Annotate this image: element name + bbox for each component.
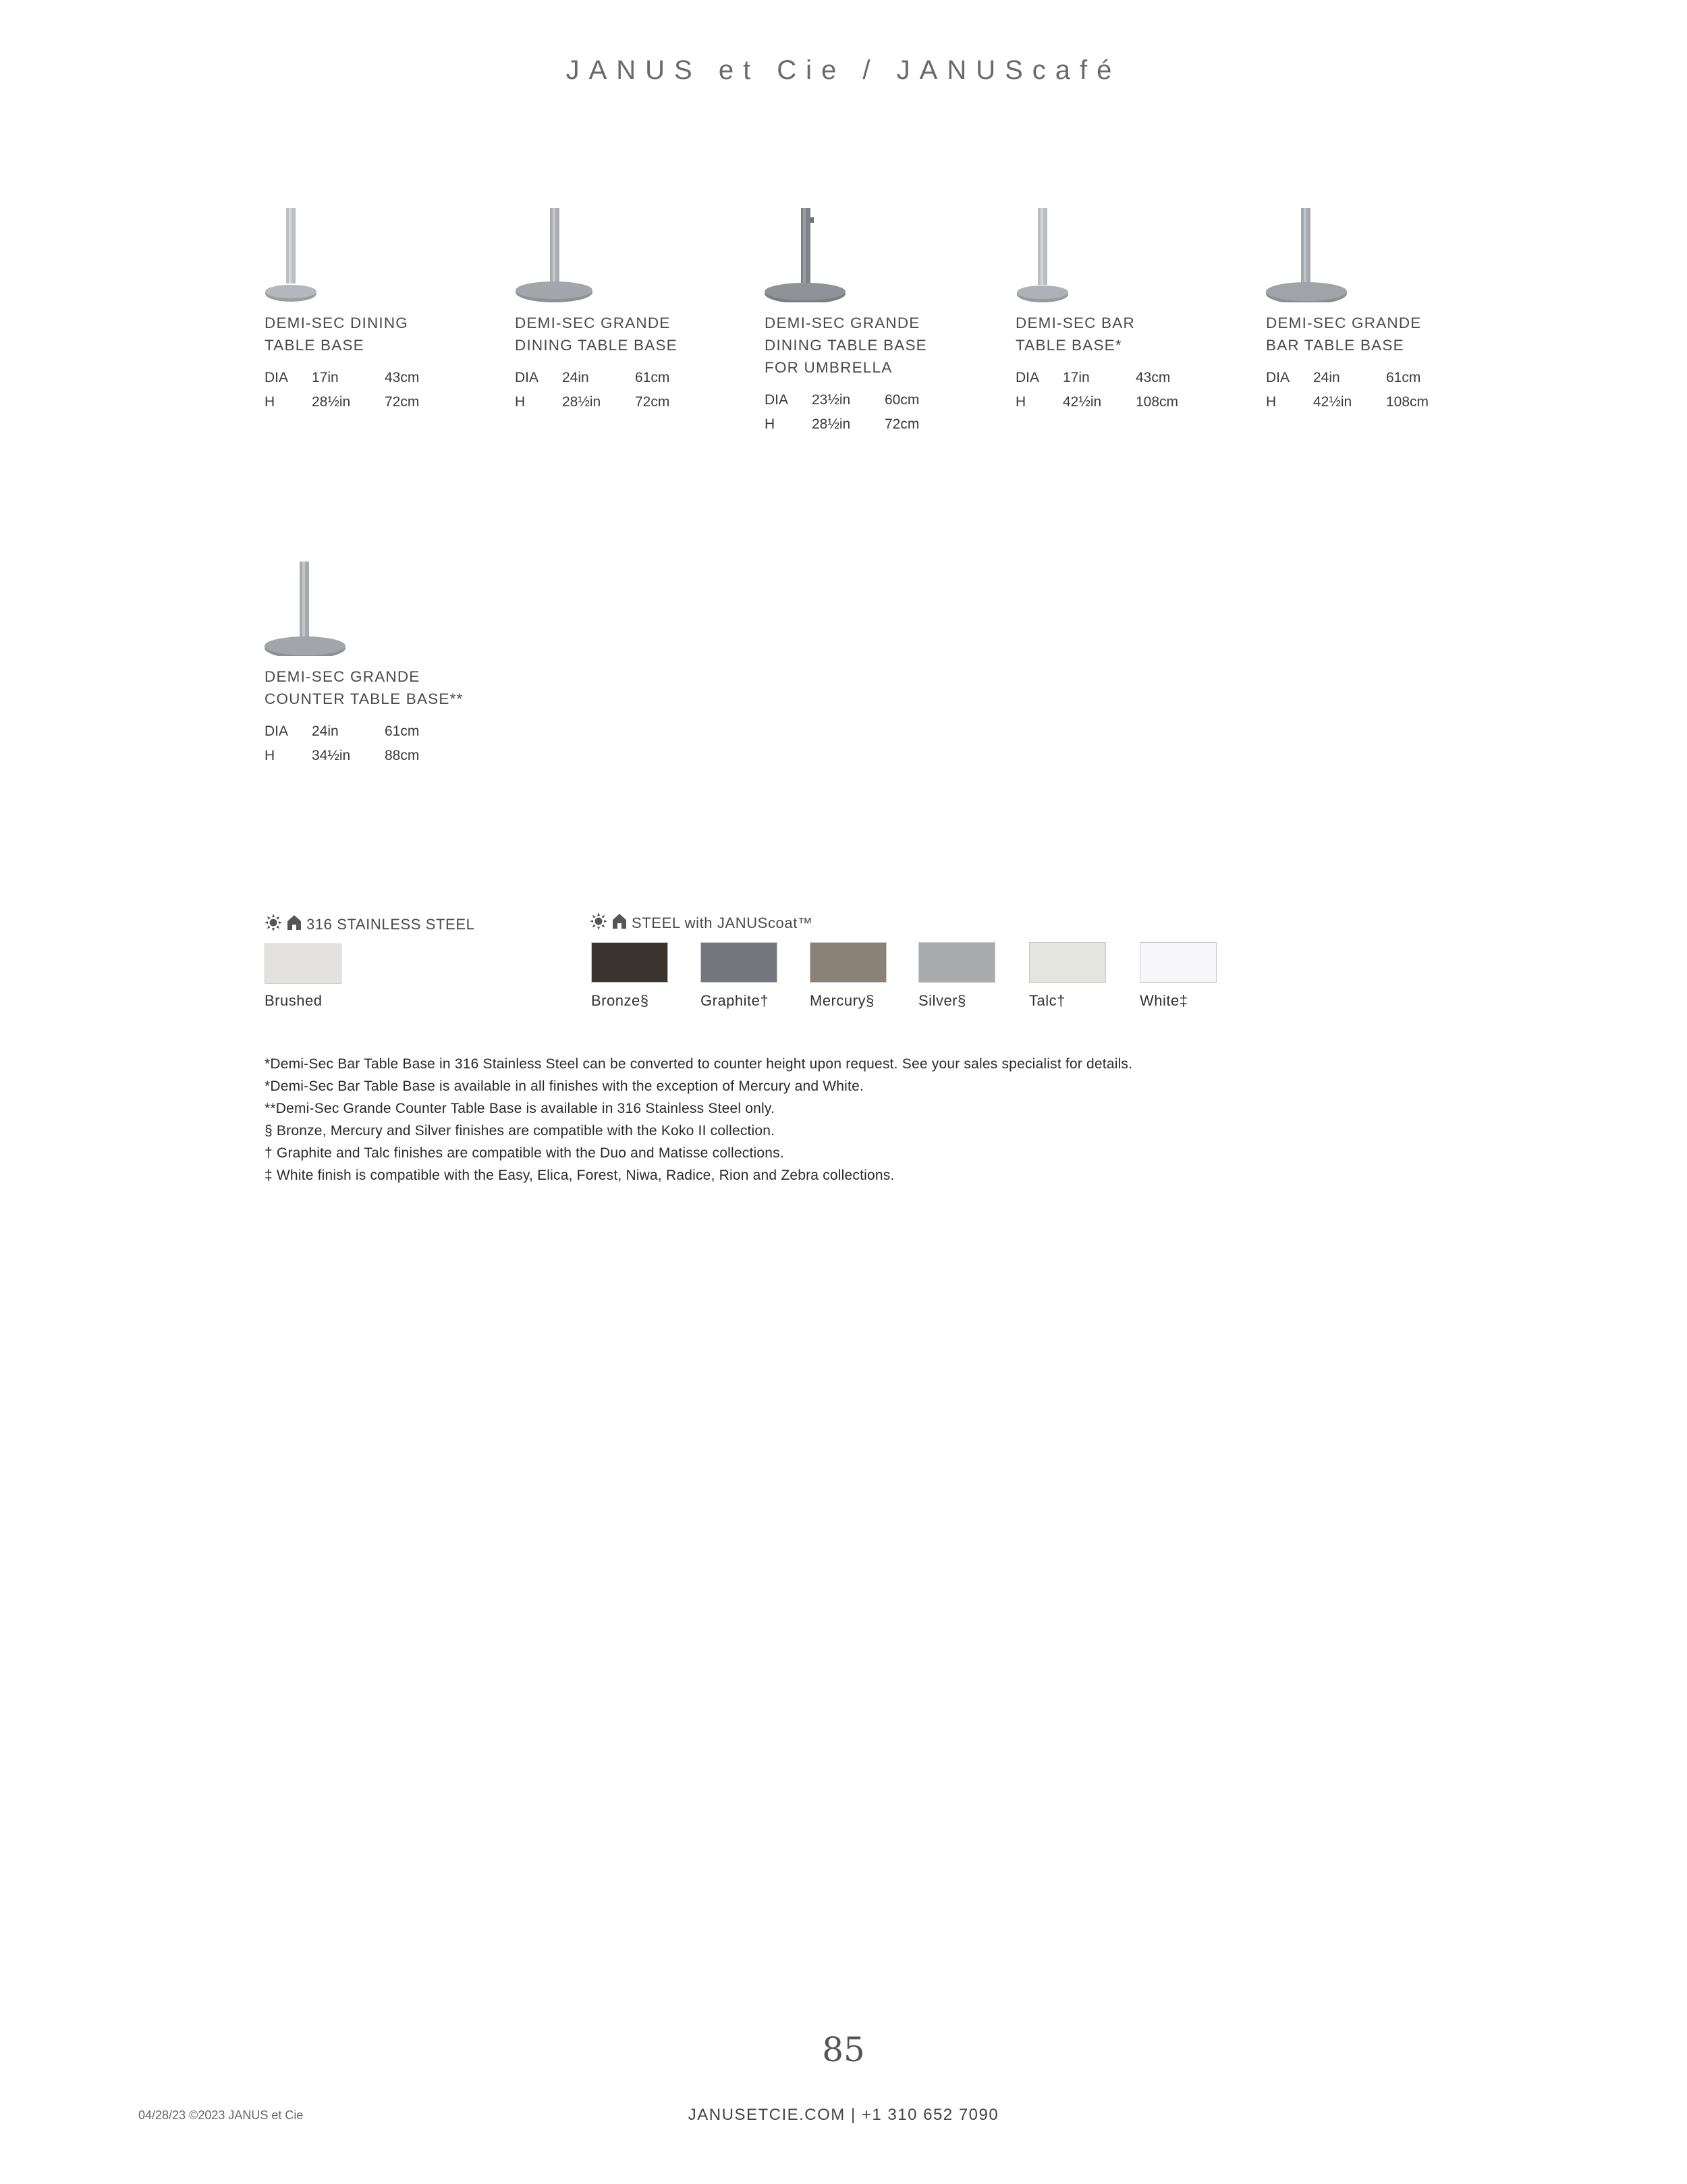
table-base-image <box>265 562 352 656</box>
page-header-title: JANUS et Cie / JANUScafé <box>565 55 1122 85</box>
dim-row-h: H 34½in 88cm <box>265 748 420 763</box>
dim-row-dia: DIA 24in 61cm <box>1266 370 1421 385</box>
footnote: † Graphite and Talc finishes are compatible with the Duo and Matisse collections. <box>265 1145 784 1161</box>
product-name: DEMI-SEC BAR TABLE BASE* <box>1016 315 1135 354</box>
dim-row-h: H 28½in 72cm <box>765 416 920 432</box>
footnote: **Demi-Sec Grande Counter Table Base is available in 316 Stainless Steel only. <box>265 1101 775 1116</box>
swatch-silver <box>918 942 995 983</box>
swatch-bronze <box>591 942 668 983</box>
footer-contact: JANUSETCIE.COM | +1 310 652 7090 <box>688 2106 999 2124</box>
house-icon <box>611 913 628 933</box>
swatch-label-white: White‡ <box>1140 992 1188 1009</box>
product-demi-sec-grande-counter <box>265 562 487 768</box>
product-name: DEMI-SEC DINING TABLE BASE <box>265 315 409 354</box>
footnote: *Demi-Sec Bar Table Base is available in all finishes with the exception of Mercury and White. <box>265 1079 864 1094</box>
footnote: § Bronze, Mercury and Silver finishes are compatible with the Koko II collection. <box>265 1123 775 1139</box>
swatch-label-mercury: Mercury§ <box>810 992 875 1009</box>
dim-row-dia: DIA 24in 61cm <box>515 370 670 385</box>
material-title: 316 STAINLESS STEEL <box>306 916 475 933</box>
swatch-label-brushed: Brushed <box>265 992 323 1009</box>
product-demi-sec-grande-bar <box>1266 208 1489 414</box>
product-dimensions <box>265 719 487 768</box>
table-base-image <box>515 208 603 302</box>
swatch-label-graphite: Graphite† <box>700 992 769 1009</box>
product-name: DEMI-SEC GRANDE DINING TABLE BASE <box>515 315 677 354</box>
product-dimensions <box>515 366 738 414</box>
table-base-image <box>765 208 852 302</box>
footnotes <box>265 1053 1132 1186</box>
table-base-image <box>265 208 325 302</box>
product-demi-sec-grande-umbrella <box>765 208 987 437</box>
swatch-mercury <box>810 942 887 983</box>
product-demi-sec-dining <box>265 208 487 414</box>
product-demi-sec-grande-dining <box>515 208 738 414</box>
table-base-image <box>1016 208 1076 302</box>
dim-row-dia: DIA 17in 43cm <box>265 370 420 385</box>
material-title: STEEL with JANUScoat™ <box>632 914 813 931</box>
swatch-label-silver: Silver§ <box>918 992 966 1009</box>
page-number: 85 <box>822 2030 865 2069</box>
swatch-label-bronze: Bronze§ <box>591 992 649 1009</box>
dim-row-dia: DIA 17in 43cm <box>1016 370 1171 385</box>
dim-row-dia: DIA 23½in 60cm <box>765 392 920 408</box>
product-dimensions <box>1016 366 1238 414</box>
swatch-label-talc: Talc† <box>1029 992 1066 1009</box>
product-name: DEMI-SEC GRANDE COUNTER TABLE BASE** <box>265 668 464 707</box>
swatch-talc <box>1029 942 1106 983</box>
product-demi-sec-bar <box>1016 208 1238 414</box>
material-heading-stainless <box>265 914 474 935</box>
house-icon <box>286 914 302 935</box>
footnote: *Demi-Sec Bar Table Base in 316 Stainless Steel can be converted to counter height upon request. See your sales specialist for details. <box>265 1056 1133 1072</box>
swatch-brushed <box>265 944 341 984</box>
dim-row-dia: DIA 24in 61cm <box>265 724 420 739</box>
product-name: DEMI-SEC GRANDE BAR TABLE BASE <box>1266 315 1422 354</box>
sun-icon <box>265 914 282 935</box>
product-dimensions <box>765 388 987 437</box>
product-dimensions <box>265 366 487 414</box>
table-base-image <box>1266 208 1354 302</box>
footer-date-copyright: 04/28/23 ©2023 JANUS et Cie <box>138 2108 304 2122</box>
material-heading-janus-coat <box>590 912 813 934</box>
dim-row-h: H 42½in 108cm <box>1016 394 1179 410</box>
dim-row-h: H 28½in 72cm <box>265 394 420 410</box>
sun-icon <box>590 912 607 934</box>
swatch-graphite <box>700 942 777 983</box>
swatch-white <box>1140 942 1217 983</box>
dim-row-h: H 42½in 108cm <box>1266 394 1429 410</box>
dim-row-h: H 28½in 72cm <box>515 394 670 410</box>
footnote: ‡ White finish is compatible with the Easy, Elica, Forest, Niwa, Radice, Rion and Zebra collections. <box>265 1168 895 1183</box>
product-dimensions <box>1266 366 1489 414</box>
product-name: DEMI-SEC GRANDE DINING TABLE BASE FOR UMBRELLA <box>765 315 927 376</box>
